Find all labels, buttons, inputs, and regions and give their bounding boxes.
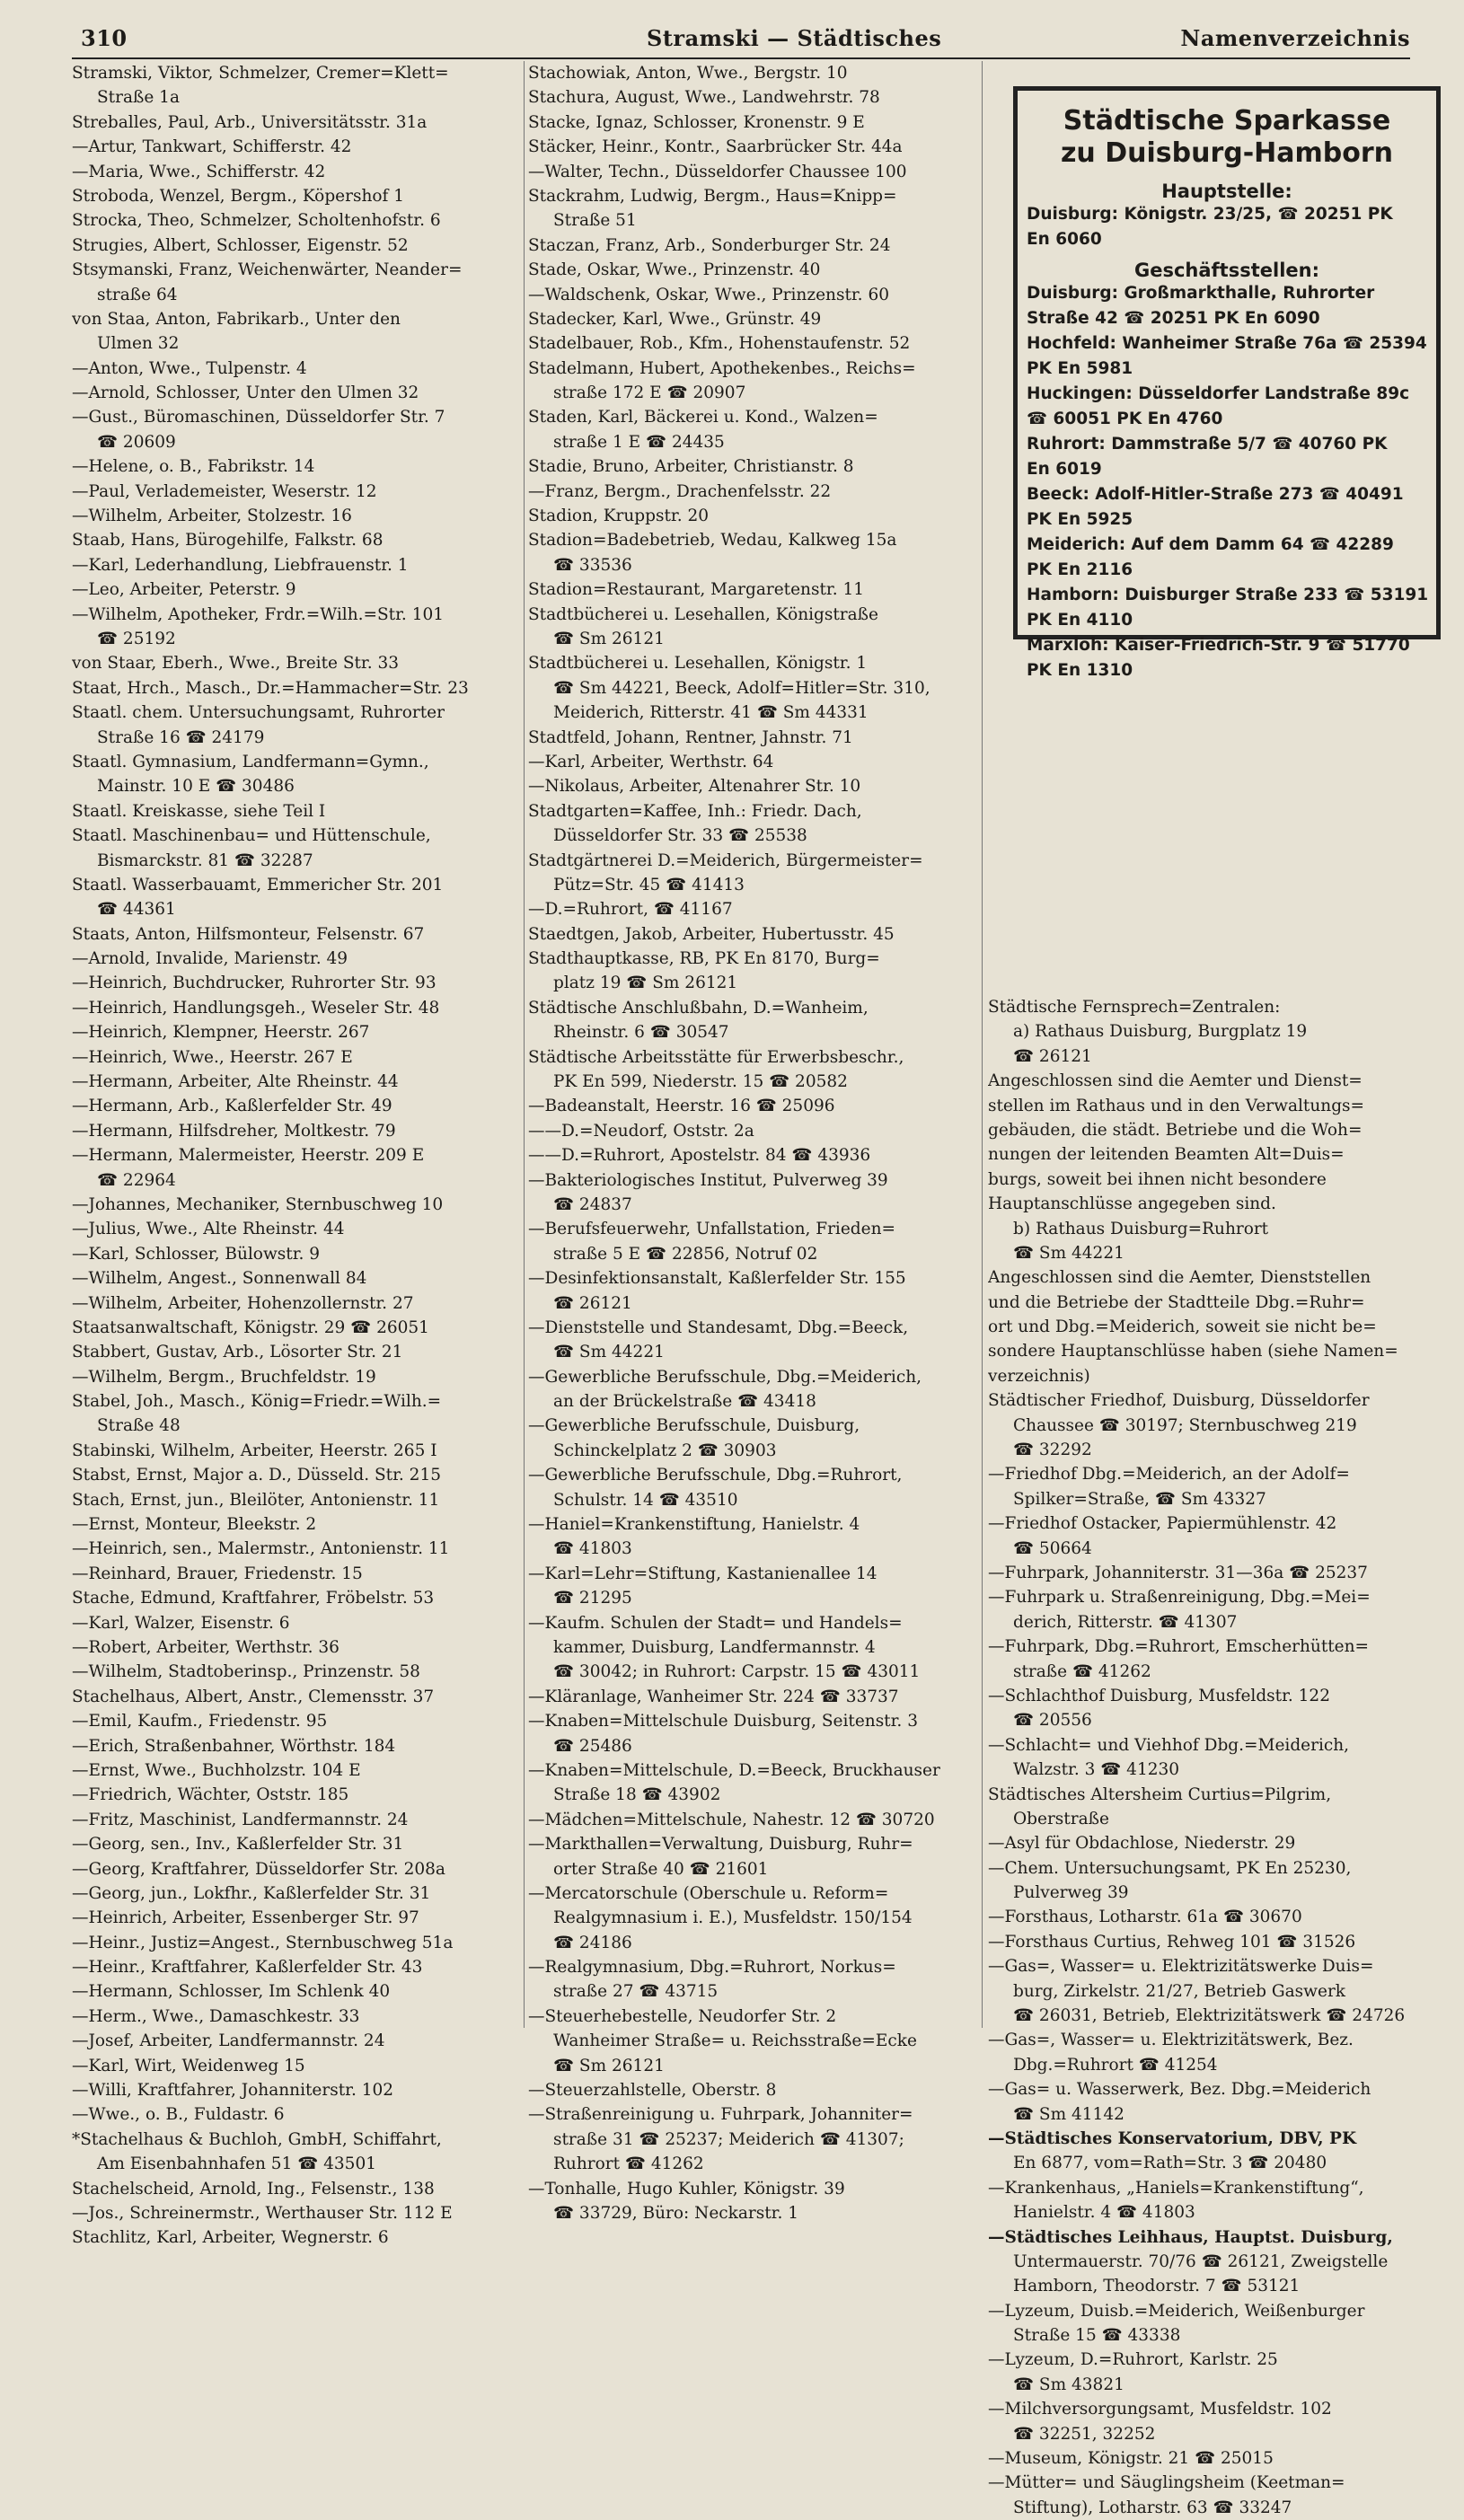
directory-entry: Stachlitz, Karl, Arbeiter, Wegnerstr. 6 <box>72 2228 389 2248</box>
directory-entry: Stachura, August, Wwe., Landwehrstr. 78 <box>528 88 880 108</box>
directory-entry: ☎ 41803 <box>553 1539 632 1559</box>
directory-entry: ☎ 22964 <box>97 1170 176 1190</box>
directory-entry: —Ernst, Wwe., Buchholzstr. 104 E <box>72 1760 361 1780</box>
directory-entry: Städtische Anschlußbahn, D.=Wanheim, <box>528 998 869 1018</box>
directory-entry: Stadelbauer, Rob., Kfm., Hohenstaufenstr. 52 <box>528 334 911 354</box>
directory-entry: Angeschlossen sind die Aemter und Dienst= <box>988 1071 1363 1091</box>
directory-entry: Straße 15 ☎ 43338 <box>1013 2326 1181 2346</box>
directory-entry: —Karl, Schlosser, Bülowstr. 9 <box>72 1244 321 1264</box>
directory-entry: —Wilhelm, Bergm., Bruchfeldstr. 19 <box>72 1367 376 1387</box>
directory-entry: Städtischer Friedhof, Duisburg, Düsseldorfer <box>988 1391 1370 1411</box>
directory-entry: Staats, Anton, Hilfsmonteur, Felsenstr. 67 <box>72 924 425 944</box>
ad-main-heading: Hauptstelle: <box>1161 181 1292 202</box>
directory-entry: Schinckelplatz 2 ☎ 30903 <box>553 1441 777 1460</box>
directory-entry: ☎ Sm 26121 <box>553 2056 665 2075</box>
directory-entry: ☎ 33729, Büro: Neckarstr. 1 <box>553 2203 798 2223</box>
directory-entry: Dbg.=Ruhrort ☎ 41254 <box>1013 2055 1218 2075</box>
directory-entry: —Anton, Wwe., Tulpenstr. 4 <box>72 358 307 378</box>
directory-entry: derich, Ritterstr. ☎ 41307 <box>1013 1612 1238 1632</box>
directory-entry: —Gas=, Wasser= u. Elektrizitätswerke Duis= <box>988 1957 1374 1977</box>
directory-entry: ☎ Sm 44221, Beeck, Adolf=Hitler=Str. 310, <box>553 678 930 698</box>
directory-entry: straße 5 E ☎ 22856, Notruf 02 <box>553 1244 818 1264</box>
directory-entry: burg, Zirkelstr. 21/27, Betrieb Gaswerk <box>1013 1981 1346 2001</box>
left-column <box>72 61 516 2251</box>
column-divider <box>524 61 525 2028</box>
directory-entry: ☎ 50664 <box>1013 1538 1092 1558</box>
directory-entry: ☎ 32292 <box>1013 1441 1092 1460</box>
directory-entry: —Heinrich, Buchdrucker, Ruhrorter Str. 93 <box>72 974 437 993</box>
directory-entry: —Kaufm. Schulen der Stadt= und Handels= <box>528 1613 903 1633</box>
directory-entry: Hanielstr. 4 ☎ 41803 <box>1013 2203 1195 2223</box>
directory-entry: Stackrahm, Ludwig, Bergm., Haus=Knipp= <box>528 186 897 206</box>
directory-entry: —Erich, Straßenbahner, Wörthstr. 184 <box>72 1736 396 1756</box>
directory-entry: straße 1 E ☎ 24435 <box>553 432 725 452</box>
directory-entry: —Berufsfeuerwehr, Unfallstation, Frieden= <box>528 1220 896 1239</box>
directory-entry: —Gust., Büromaschinen, Düsseldorfer Str. 7 <box>72 408 445 427</box>
directory-entry: Städtische Arbeitsstätte für Erwerbsbeschr., <box>528 1047 904 1067</box>
directory-entry: ☎ 33536 <box>553 555 632 575</box>
directory-entry: Staczan, Franz, Arb., Sonderburger Str. 24 <box>528 235 891 255</box>
ad-title <box>1018 105 1436 170</box>
directory-entry: —Hermann, Hilfsdreher, Moltkestr. 79 <box>72 1121 396 1141</box>
directory-entry: Rheinstr. 6 ☎ 30547 <box>553 1023 729 1043</box>
directory-entry: ☎ Sm 26121 <box>553 629 665 648</box>
directory-entry: —Mütter= und Säuglingsheim (Keetman= <box>988 2473 1345 2493</box>
directory-entry: —Bakteriologisches Institut, Pulverweg 39 <box>528 1170 888 1190</box>
directory-entry: Stäcker, Heinr., Kontr., Saarbrücker Str. 44a <box>528 137 903 157</box>
directory-entry: —Fuhrpark, Dbg.=Ruhrort, Emscherhütten= <box>988 1637 1370 1657</box>
sparkasse-advertisement <box>1013 86 1441 680</box>
directory-entry: Stachelhaus, Albert, Anstr., Clemensstr. 37 <box>72 1687 435 1706</box>
directory-entry: —Wilhelm, Angest., Sonnenwall 84 <box>72 1269 367 1289</box>
directory-entry: —Heinr., Justiz=Angest., Sternbuschweg 51a <box>72 1933 454 1952</box>
directory-entry: —Fuhrpark, Johanniterstr. 31—36a ☎ 25237 <box>988 1563 1368 1582</box>
directory-entry: —Emil, Kaufm., Friedenstr. 95 <box>72 1712 328 1731</box>
directory-entry: Stadtfeld, Johann, Rentner, Jahnstr. 71 <box>528 727 853 747</box>
directory-entry: —Tonhalle, Hugo Kuhler, Königstr. 39 <box>528 2179 845 2198</box>
directory-entry: ☎ 26121 <box>1013 1046 1092 1066</box>
directory-entry: —Willi, Kraftfahrer, Johanniterstr. 102 <box>72 2081 394 2101</box>
directory-entry: —Kläranlage, Wanheimer Str. 224 ☎ 33737 <box>528 1687 899 1706</box>
directory-entry: ☎ 32251, 32252 <box>1013 2424 1156 2444</box>
directory-entry: —Gewerbliche Berufsschule, Duisburg, <box>528 1416 860 1436</box>
directory-entry: —Fuhrpark u. Straßenreinigung, Dbg.=Mei= <box>988 1588 1371 1608</box>
directory-entry: Straße 51 <box>553 211 637 231</box>
directory-entry: ——D.=Neudorf, Oststr. 2a <box>528 1121 754 1141</box>
directory-entry: Hamborn, Theodorstr. 7 ☎ 53121 <box>1013 2277 1301 2296</box>
directory-entry: straße 31 ☎ 25237; Meiderich ☎ 41307; <box>553 2129 904 2149</box>
directory-entry: —Chem. Untersuchungsamt, PK En 25230, <box>988 1858 1352 1878</box>
directory-entry: —Mercatorschule (Oberschule u. Reform= <box>528 1883 889 1903</box>
directory-entry: —Artur, Tankwart, Schifferstr. 42 <box>72 137 352 157</box>
directory-entry: nungen der leitenden Beamten Alt=Duis= <box>988 1145 1345 1165</box>
directory-entry: Staatl. Maschinenbau= und Hüttenschule, <box>72 826 431 846</box>
directory-entry: —Nikolaus, Arbeiter, Altenahrer Str. 10 <box>528 777 861 797</box>
directory-entry: —Markthallen=Verwaltung, Duisburg, Ruhr= <box>528 1835 913 1855</box>
directory-entry: Staatl. chem. Untersuchungsamt, Ruhrorter <box>72 703 445 723</box>
directory-entry: verzeichnis) <box>988 1366 1090 1386</box>
directory-entry: Staatsanwaltschaft, Königstr. 29 ☎ 26051 <box>72 1317 429 1337</box>
directory-entry: Straße 16 ☎ 24179 <box>97 727 265 747</box>
directory-entry: Stroboda, Wenzel, Bergm., Köpershof 1 <box>72 186 404 206</box>
directory-entry: —Waldschenk, Oskar, Wwe., Prinzenstr. 60 <box>528 285 889 304</box>
directory-entry: —Georg, sen., Inv., Kaßlerfelder Str. 31 <box>72 1835 404 1855</box>
directory-entry: Bismarckstr. 81 ☎ 32287 <box>97 850 313 870</box>
directory-entry: —Städtisches Leihhaus, Hauptst. Duisburg, <box>988 2227 1393 2247</box>
directory-entry: —Jos., Schreinermstr., Werthauser Str. 112 E <box>72 2203 453 2223</box>
directory-entry: —Friedhof Dbg.=Meiderich, an der Adolf= <box>988 1465 1350 1485</box>
directory-entry: Pütz=Str. 45 ☎ 41413 <box>553 875 745 894</box>
ad-branch-lines <box>1018 281 1436 683</box>
directory-entry: Stadtgärtnerei D.=Meiderich, Bürgermeister= <box>528 850 923 870</box>
directory-entry: Stramski, Viktor, Schmelzer, Cremer=Klett= <box>72 64 449 83</box>
directory-entry: —Forsthaus Curtius, Rehweg 101 ☎ 31526 <box>988 1932 1356 1952</box>
ad-line: Duisburg: Großmarkthalle, Ruhrorter <box>1027 284 1375 303</box>
directory-entry: —Haniel=Krankenstiftung, Hanielstr. 4 <box>528 1515 860 1535</box>
directory-entry: —Johannes, Mechaniker, Sternbuschweg 10 <box>72 1194 444 1214</box>
directory-entry: —Schlacht= und Viehhof Dbg.=Meiderich, <box>988 1735 1350 1755</box>
directory-entry: Strocka, Theo, Schmelzer, Scholtenhofstr. 6 <box>72 211 441 231</box>
directory-entry: ☎ 24186 <box>553 1933 632 1952</box>
directory-entry: —Karl, Walzer, Eisenstr. 6 <box>72 1613 290 1633</box>
ad-line: PK En 5981 <box>1027 359 1133 378</box>
directory-entry: Straße 1a <box>97 88 180 108</box>
directory-entry: Städtisches Altersheim Curtius=Pilgrim, <box>988 1784 1332 1804</box>
directory-entry: —Hermann, Arb., Kaßlerfelder Str. 49 <box>72 1097 392 1116</box>
directory-entry: Stachowiak, Anton, Wwe., Bergstr. 10 <box>528 64 848 83</box>
directory-entry: straße ☎ 41262 <box>1013 1661 1151 1681</box>
ad-line: Marxloh: Kaiser-Friedrich-Str. 9 ☎ 51770 <box>1027 636 1410 655</box>
ad-line: PK En 2116 <box>1027 560 1133 579</box>
directory-entry: —D.=Ruhrort, ☎ 41167 <box>528 900 733 920</box>
directory-entry: sondere Hauptanschlüsse haben (siehe Namen= <box>988 1342 1398 1361</box>
directory-entry: Straße 48 <box>97 1416 181 1436</box>
directory-entry: —Robert, Arbeiter, Werthstr. 36 <box>72 1638 340 1657</box>
directory-entry: —Julius, Wwe., Alte Rheinstr. 44 <box>72 1220 345 1239</box>
directory-entry: Stadion=Restaurant, Margaretenstr. 11 <box>528 580 865 600</box>
directory-entry: ☎ 26121 <box>553 1293 632 1313</box>
section-title: Namenverzeichnis <box>1180 25 1410 51</box>
directory-entry: —Paul, Verlademeister, Weserstr. 12 <box>72 481 377 501</box>
directory-entry: ☎ 26031, Betrieb, Elektrizitätswerk ☎ 24726 <box>1013 2006 1406 2026</box>
directory-entry: Stadecker, Karl, Wwe., Grünstr. 49 <box>528 309 822 329</box>
directory-entry: Stadion, Kruppstr. 20 <box>528 507 710 526</box>
directory-entry: Stache, Edmund, Kraftfahrer, Fröbelstr. 53 <box>72 1589 435 1608</box>
ad-line: Hamborn: Duisburger Straße 233 ☎ 53191 <box>1027 586 1429 604</box>
directory-entry: —Badeanstalt, Heerstr. 16 ☎ 25096 <box>528 1097 835 1116</box>
directory-entry: —Leo, Arbeiter, Peterstr. 9 <box>72 580 296 600</box>
directory-entry: —Herm., Wwe., Damaschkestr. 33 <box>72 2006 360 2026</box>
directory-entry: Stadelmann, Hubert, Apothekenbes., Reichs= <box>528 358 916 378</box>
directory-entry: stellen im Rathaus und in den Verwaltungs= <box>988 1096 1365 1115</box>
directory-entry: —Wilhelm, Stadtoberinsp., Prinzenstr. 58 <box>72 1662 420 1682</box>
directory-entry: Mainstr. 10 E ☎ 30486 <box>97 777 295 797</box>
directory-entry: —Lyzeum, D.=Ruhrort, Karlstr. 25 <box>988 2350 1278 2370</box>
ad-title-line: zu Duisburg-Hamborn <box>1060 137 1394 169</box>
directory-entry: Wanheimer Straße= u. Reichsstraße=Ecke <box>553 2031 917 2051</box>
directory-entry: En 6877, vom=Rath=Str. 3 ☎ 20480 <box>1013 2154 1327 2173</box>
directory-entry: —Wilhelm, Arbeiter, Stolzestr. 16 <box>72 507 352 526</box>
directory-entry: Meiderich, Ritterstr. 41 ☎ Sm 44331 <box>553 703 869 723</box>
ad-line: Ruhrort: Dammstraße 5/7 ☎ 40760 PK <box>1027 435 1388 454</box>
directory-entry: ☎ 30042; in Ruhrort: Carpstr. 15 ☎ 43011 <box>553 1662 921 1682</box>
directory-entry: —Helene, o. B., Fabrikstr. 14 <box>72 457 315 477</box>
directory-entry: —Krankenhaus, „Haniels=Krankenstiftung“, <box>988 2178 1364 2198</box>
middle-column <box>528 61 977 2225</box>
directory-entry: —Knaben=Mittelschule Duisburg, Seitenstr. 3 <box>528 1712 918 1731</box>
ad-line: En 6019 <box>1027 460 1102 479</box>
directory-entry: Schulstr. 14 ☎ 43510 <box>553 1490 738 1510</box>
directory-entry: ☎ Sm 44221 <box>1013 1243 1124 1263</box>
directory-entry: Oberstraße <box>1013 1809 1109 1828</box>
directory-entry: b) Rathaus Duisburg=Ruhrort <box>1013 1219 1269 1238</box>
directory-entry: —Friedrich, Wächter, Oststr. 185 <box>72 1785 349 1805</box>
directory-entry: ☎ 25192 <box>97 629 176 648</box>
directory-entry: Am Eisenbahnhafen 51 ☎ 43501 <box>97 2154 376 2174</box>
directory-entry: Stach, Ernst, jun., Bleilöter, Antonienstr. 11 <box>72 1490 440 1510</box>
ad-line: Hochfeld: Wanheimer Straße 76a ☎ 25394 <box>1027 334 1427 353</box>
directory-entry: Realgymnasium i. E.), Musfeldstr. 150/154 <box>553 1908 913 1928</box>
directory-entry: von Staar, Eberh., Wwe., Breite Str. 33 <box>72 654 400 674</box>
directory-entry: —Ernst, Monteur, Bleekstr. 2 <box>72 1515 317 1535</box>
directory-entry: —Straßenreinigung u. Fuhrpark, Johanniter= <box>528 2105 913 2125</box>
directory-entry: Walzstr. 3 ☎ 41230 <box>1013 1760 1180 1780</box>
directory-entry: Staden, Karl, Bäckerei u. Kond., Walzen= <box>528 408 878 427</box>
directory-entry: —Walter, Techn., Düsseldorfer Chaussee 100 <box>528 162 907 181</box>
directory-entry: —Heinrich, sen., Malermstr., Antonienstr. 11 <box>72 1539 450 1559</box>
directory-entry: —Milchversorgungsamt, Musfeldstr. 102 <box>988 2400 1332 2419</box>
directory-entry: Stabinski, Wilhelm, Arbeiter, Heerstr. 265 I <box>72 1441 437 1460</box>
directory-entry: Chaussee ☎ 30197; Sternbuschweg 219 <box>1013 1415 1357 1435</box>
directory-entry: *Stachelhaus & Buchloh, GmbH, Schiffahrt, <box>72 2129 442 2149</box>
directory-entry: —Gas= u. Wasserwerk, Bez. Dbg.=Meiderich <box>988 2080 1371 2100</box>
directory-entry: Stadtgarten=Kaffee, Inh.: Friedr. Dach, <box>528 801 862 821</box>
directory-entry: PK En 599, Niederstr. 15 ☎ 20582 <box>553 1072 848 1092</box>
directory-entry: —Heinr., Kraftfahrer, Kaßlerfelder Str. 43 <box>72 1958 423 1978</box>
directory-entry: Stabst, Ernst, Major a. D., Düsseld. Str. 215 <box>72 1466 441 1485</box>
directory-entry: von Staa, Anton, Fabrikarb., Unter den <box>72 309 401 329</box>
directory-entry: —Knaben=Mittelschule, D.=Beeck, Bruckhauser <box>528 1760 940 1780</box>
directory-entry: Pulverweg 39 <box>1013 1883 1129 1903</box>
directory-entry: burgs, soweit bei ihnen nicht besondere <box>988 1169 1327 1189</box>
directory-entry: ☎ Sm 41142 <box>1013 2104 1124 2124</box>
directory-entry: Ruhrort ☎ 41262 <box>553 2154 704 2174</box>
directory-entry: —Museum, Königstr. 21 ☎ 25015 <box>988 2449 1274 2469</box>
ad-main-lines <box>1018 202 1436 252</box>
directory-entry: —Heinrich, Arbeiter, Essenberger Str. 97 <box>72 1908 419 1928</box>
ad-line: Straße 42 ☎ 20251 PK En 6090 <box>1027 309 1320 328</box>
directory-entry: ☎ Sm 44221 <box>553 1343 665 1362</box>
directory-entry: Streballes, Paul, Arb., Universitätsstr. 31a <box>72 112 428 132</box>
ad-line: Beeck: Adolf-Hitler-Straße 273 ☎ 40491 <box>1027 485 1404 504</box>
directory-entry: —Maria, Wwe., Schifferstr. 42 <box>72 162 326 181</box>
directory-entry: —Schlachthof Duisburg, Musfeldstr. 122 <box>988 1686 1330 1705</box>
directory-entry: straße 64 <box>97 285 178 304</box>
directory-entry: Untermauerstr. 70/76 ☎ 26121, Zweigstelle <box>1013 2251 1389 2271</box>
directory-entry: —Georg, Kraftfahrer, Düsseldorfer Str. 208a <box>72 1859 445 1879</box>
directory-entry: Stiftung), Lotharstr. 63 ☎ 33247 <box>1013 2498 1292 2517</box>
directory-entry: —Steuerzahlstelle, Oberstr. 8 <box>528 2081 777 2101</box>
ad-title-line: Städtische Sparkasse <box>1063 105 1391 137</box>
directory-entry: —Hermann, Arbeiter, Alte Rheinstr. 44 <box>72 1072 399 1092</box>
directory-entry: ort und Dbg.=Meiderich, soweit sie nicht be= <box>988 1317 1377 1337</box>
ad-line: PK En 4110 <box>1027 611 1133 630</box>
directory-entry: ☎ 25486 <box>553 1736 632 1756</box>
running-title: Stramski — Städtisches <box>647 25 942 51</box>
directory-entry: —Friedhof Ostacker, Papiermühlenstr. 42 <box>988 1514 1337 1534</box>
directory-entry: orter Straße 40 ☎ 21601 <box>553 1859 769 1879</box>
directory-entry: Stabbert, Gustav, Arb., Lösorter Str. 21 <box>72 1343 403 1362</box>
directory-entry: Straße 18 ☎ 43902 <box>553 1785 721 1805</box>
directory-entry: ☎ 20609 <box>97 432 176 452</box>
directory-entry: Staatl. Wasserbauamt, Emmericher Str. 201 <box>72 875 444 894</box>
ad-line: PK En 5925 <box>1027 510 1133 529</box>
directory-entry: —Dienststelle und Standesamt, Dbg.=Beeck, <box>528 1317 909 1337</box>
directory-entry: Staat, Hrch., Masch., Dr.=Hammacher=Str. 23 <box>72 678 469 698</box>
directory-entry: —Reinhard, Brauer, Friedenstr. 15 <box>72 1564 363 1583</box>
directory-entry: —Wilhelm, Apotheker, Frdr.=Wilh.=Str. 101 <box>72 604 445 624</box>
page-number: 310 <box>81 25 128 51</box>
directory-entry: ☎ Sm 43821 <box>1013 2375 1124 2394</box>
directory-entry: —Desinfektionsanstalt, Kaßlerfelder Str. 155 <box>528 1269 906 1289</box>
directory-entry: —Wwe., o. B., Fuldastr. 6 <box>72 2105 285 2125</box>
directory-entry: ☎ 20556 <box>1013 1711 1092 1731</box>
ad-line: ☎ 60051 PK En 4760 <box>1027 410 1223 428</box>
directory-entry: —Heinrich, Klempner, Heerstr. 267 <box>72 1023 370 1043</box>
directory-entry: —Realgymnasium, Dbg.=Ruhrort, Norkus= <box>528 1958 896 1978</box>
directory-entry: —Forsthaus, Lotharstr. 61a ☎ 30670 <box>988 1908 1302 1927</box>
directory-entry: —Gas=, Wasser= u. Elektrizitätswerk, Bez. <box>988 2031 1354 2050</box>
directory-entry: —Gewerbliche Berufsschule, Dbg.=Ruhrort, <box>528 1466 903 1485</box>
directory-entry: Stabel, Joh., Masch., König=Friedr.=Wilh.= <box>72 1392 442 1412</box>
directory-entry: ☎ 44361 <box>97 900 176 920</box>
directory-entry: Strugies, Albert, Schlosser, Eigenstr. 52 <box>72 235 409 255</box>
directory-entry: —Hermann, Schlosser, Im Schlenk 40 <box>72 1982 391 2002</box>
directory-entry: platz 19 ☎ Sm 26121 <box>553 974 738 993</box>
directory-entry: ——D.=Ruhrort, Apostelstr. 84 ☎ 43936 <box>528 1146 871 1166</box>
page-header <box>72 22 1410 59</box>
ad-line: Meiderich: Auf dem Damm 64 ☎ 42289 <box>1027 535 1394 554</box>
directory-entry: Ulmen 32 <box>97 334 180 354</box>
directory-entry: a) Rathaus Duisburg, Burgplatz 19 <box>1013 1022 1308 1042</box>
right-column <box>988 995 1428 2520</box>
directory-entry: Stadthauptkasse, RB, PK En 8170, Burg= <box>528 949 880 969</box>
ad-line: Huckingen: Düsseldorfer Landstraße 89c <box>1027 384 1410 403</box>
directory-entry: —Lyzeum, Duisb.=Meiderich, Weißenburger <box>988 2301 1365 2321</box>
directory-entry: —Karl, Arbeiter, Werthstr. 64 <box>528 752 774 771</box>
directory-entry: ☎ 21295 <box>553 1589 632 1608</box>
directory-entry: straße 172 E ☎ 20907 <box>553 383 746 403</box>
directory-entry: und die Betriebe der Stadtteile Dbg.=Ruhr= <box>988 1292 1365 1312</box>
directory-entry: —Josef, Arbeiter, Landfermannstr. 24 <box>72 2031 385 2051</box>
directory-entry: ☎ 24837 <box>553 1194 632 1214</box>
directory-entry: Staatl. Kreiskasse, siehe Teil I <box>72 801 326 821</box>
directory-entry: —Karl=Lehr=Stiftung, Kastanienallee 14 <box>528 1564 878 1583</box>
directory-entry: Stacke, Ignaz, Schlosser, Kronenstr. 9 E <box>528 112 865 132</box>
directory-entry: —Heinrich, Wwe., Heerstr. 267 E <box>72 1047 353 1067</box>
directory-entry: Stadtbücherei u. Lesehallen, Königstr. 1 <box>528 654 868 674</box>
ad-line: PK En 1310 <box>1027 661 1133 680</box>
directory-entry: —Gewerbliche Berufsschule, Dbg.=Meiderich, <box>528 1367 922 1387</box>
directory-entry: kammer, Duisburg, Landfermannstr. 4 <box>553 1638 876 1657</box>
column-divider <box>982 61 983 2028</box>
directory-entry: —Städtisches Konservatorium, DBV, PK <box>988 2128 1357 2148</box>
directory-entry: Angeschlossen sind die Aemter, Dienststellen <box>988 1268 1371 1288</box>
directory-entry: Stadion=Badebetrieb, Wedau, Kalkweg 15a <box>528 531 897 551</box>
ad-line: En 6060 <box>1027 230 1102 249</box>
ad-branch-heading: Geschäftsstellen: <box>1134 260 1319 281</box>
directory-entry: —Arnold, Schlosser, Unter den Ulmen 32 <box>72 383 419 403</box>
directory-entry: —Heinrich, Handlungsgeh., Weseler Str. 48 <box>72 998 440 1018</box>
directory-entry: Städtische Fernsprech=Zentralen: <box>988 998 1281 1017</box>
directory-entry: —Franz, Bergm., Drachenfelsstr. 22 <box>528 481 832 501</box>
directory-entry: an der Brückelstraße ☎ 43418 <box>553 1392 816 1412</box>
directory-entry: Stade, Oskar, Wwe., Prinzenstr. 40 <box>528 260 821 280</box>
directory-entry: gebäuden, die städt. Betriebe und die Woh= <box>988 1120 1363 1140</box>
directory-entry: —Hermann, Malermeister, Heerstr. 209 E <box>72 1146 425 1166</box>
directory-entry: —Wilhelm, Arbeiter, Hohenzollernstr. 27 <box>72 1293 414 1313</box>
directory-entry: —Fritz, Maschinist, Landfermannstr. 24 <box>72 1810 409 1829</box>
directory-entry: Hauptanschlüsse angegeben sind. <box>988 1194 1276 1214</box>
directory-entry: Spilker=Straße, ☎ Sm 43327 <box>1013 1489 1266 1509</box>
directory-entry: —Karl, Wirt, Weidenweg 15 <box>72 2056 305 2075</box>
directory-entry: —Mädchen=Mittelschule, Nahestr. 12 ☎ 30720 <box>528 1810 935 1829</box>
directory-entry: Stadie, Bruno, Arbeiter, Christianstr. 8 <box>528 457 854 477</box>
directory-entry: —Asyl für Obdachlose, Niederstr. 29 <box>988 1834 1296 1854</box>
directory-entry: —Karl, Lederhandlung, Liebfrauenstr. 1 <box>72 555 409 575</box>
directory-entry: Stadtbücherei u. Lesehallen, Königstraße <box>528 604 878 624</box>
directory-entry: —Steuerhebestelle, Neudorfer Str. 2 <box>528 2006 837 2026</box>
directory-entry: Düsseldorfer Str. 33 ☎ 25538 <box>553 826 807 846</box>
directory-entry: Stachelscheid, Arnold, Ing., Felsenstr., 138 <box>72 2179 435 2198</box>
ad-line: Duisburg: Königstr. 23/25, ☎ 20251 PK <box>1027 205 1393 224</box>
directory-entry: Staedtgen, Jakob, Arbeiter, Hubertusstr. 45 <box>528 924 895 944</box>
directory-entry: —Georg, jun., Lokfhr., Kaßlerfelder Str. 31 <box>72 1883 431 1903</box>
directory-entry: Stsymanski, Franz, Weichenwärter, Neander= <box>72 260 463 280</box>
directory-entry: straße 27 ☎ 43715 <box>553 1982 719 2002</box>
directory-entry: —Arnold, Invalide, Marienstr. 49 <box>72 949 348 969</box>
directory-entry: Staab, Hans, Bürogehilfe, Falkstr. 68 <box>72 531 384 551</box>
directory-entry: Staatl. Gymnasium, Landfermann=Gymn., <box>72 752 429 771</box>
